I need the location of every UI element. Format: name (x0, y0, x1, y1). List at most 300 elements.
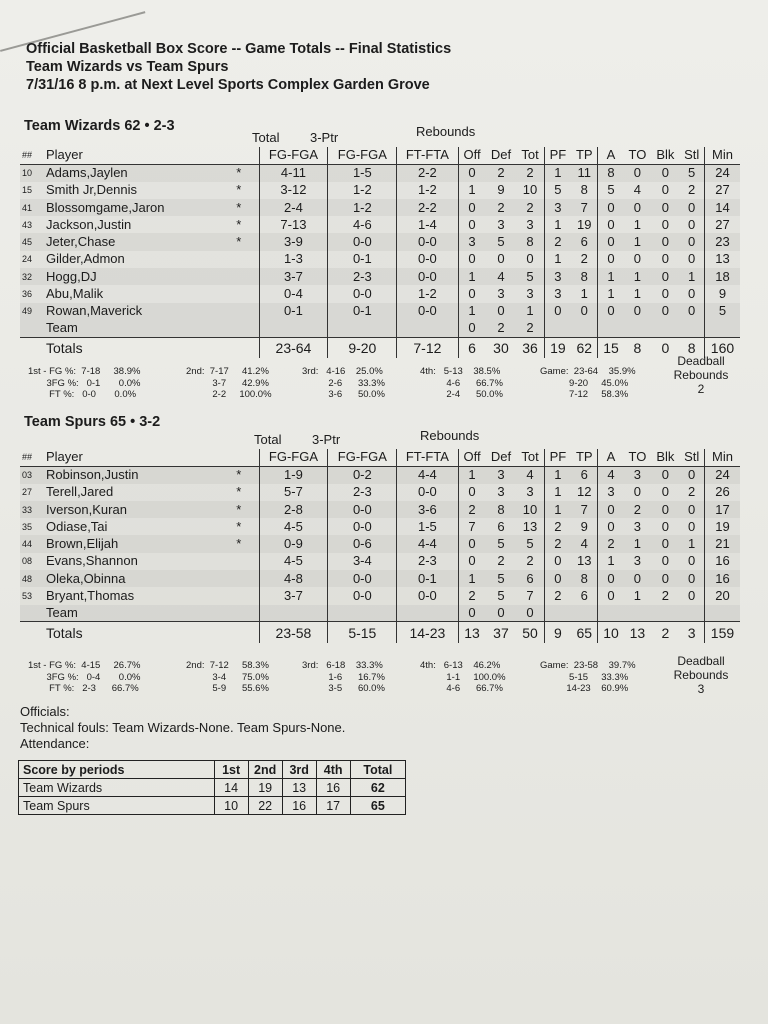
total-tot-reb-cell: 36 (516, 337, 544, 358)
off-reb-cell: 0 (458, 484, 486, 501)
ft-cell: 0-0 (397, 303, 458, 320)
off-reb-cell: 0 (458, 164, 486, 181)
ft-cell: 1-4 (397, 216, 458, 233)
ft-cell: 2-2 (397, 164, 458, 181)
officials-line: Officials: (20, 704, 70, 719)
minutes-cell: 24 (704, 164, 740, 181)
assists-cell: 2 (598, 535, 624, 552)
score-by-periods-label: Score by periods (19, 761, 215, 779)
tp-cell (571, 605, 598, 622)
header-pf: PF (544, 147, 571, 164)
assists-cell: 0 (598, 501, 624, 518)
def-reb-cell: 5 (486, 587, 517, 604)
ft-cell: 1-2 (397, 182, 458, 199)
blocks-cell (651, 605, 679, 622)
player-row (20, 587, 740, 604)
totals-label: Totals (44, 337, 219, 358)
pf-cell: 3 (544, 199, 571, 216)
tp-cell: 6 (571, 233, 598, 250)
score-cell-1st: 14 (214, 779, 248, 797)
tp-cell: 8 (571, 570, 598, 587)
wizards-stats-1st: 1st - FG %: 7-18 38.9% 3FG %: 0-1 0.0% FT %: 0-0 0.0% (28, 366, 141, 400)
fg-cell: 0-4 (259, 285, 328, 302)
player-row (20, 285, 740, 302)
fg3-cell (328, 320, 397, 337)
steals-cell: 1 (679, 535, 704, 552)
off-reb-cell: 1 (458, 570, 486, 587)
fg3-cell: 0-0 (328, 233, 397, 250)
assists-cell: 0 (598, 233, 624, 250)
turnovers-cell: 1 (624, 535, 652, 552)
off-reb-cell: 1 (458, 466, 486, 483)
tp-cell: 11 (571, 164, 598, 181)
starter-mark: * (219, 233, 259, 250)
total-fg3-cell: 5-15 (328, 622, 397, 643)
tot-reb-cell: 3 (516, 285, 544, 302)
minutes-cell: 27 (704, 182, 740, 199)
score-cell-4th: 17 (316, 797, 350, 815)
off-reb-cell: 0 (458, 199, 486, 216)
assists-cell: 1 (598, 553, 624, 570)
period-header-total: Total (350, 761, 405, 779)
player-name: Oleka,Obinna (44, 570, 219, 587)
minutes-cell: 16 (704, 553, 740, 570)
tot-reb-cell: 5 (516, 268, 544, 285)
player-row (20, 484, 740, 501)
fg-cell: 4-5 (259, 553, 328, 570)
steals-cell: 0 (679, 501, 704, 518)
minutes-cell: 26 (704, 484, 740, 501)
minutes-cell (704, 320, 740, 337)
ft-cell: 2-3 (397, 553, 458, 570)
fg3-cell: 1-5 (328, 164, 397, 181)
turnovers-cell: 0 (624, 251, 652, 268)
header-off: Off (458, 449, 486, 466)
starter-mark (219, 285, 259, 302)
jersey-number: 41 (20, 199, 44, 216)
fg-cell: 2-8 (259, 501, 328, 518)
ft-cell: 2-2 (397, 199, 458, 216)
tp-cell: 12 (571, 484, 598, 501)
player-row (20, 216, 740, 233)
tp-cell: 9 (571, 518, 598, 535)
minutes-cell: 21 (704, 535, 740, 552)
turnovers-cell: 0 (624, 199, 652, 216)
tot-reb-cell: 10 (516, 182, 544, 199)
starter-mark-header (219, 147, 259, 164)
starter-mark (219, 320, 259, 337)
total-turnovers-cell: 8 (624, 337, 652, 358)
wizards-heading: Team Wizards 62 • 2-3 (24, 118, 175, 134)
player-name-header: Player (44, 147, 219, 164)
score-cell-3rd: 16 (282, 797, 316, 815)
wizards-stats-game: Game: 23-64 35.9% 9-20 45.0% 7-12 58.3% (540, 366, 636, 400)
ft-cell (397, 605, 458, 622)
fg-cell: 3-7 (259, 587, 328, 604)
minutes-cell: 16 (704, 570, 740, 587)
header-tot: Tot (516, 449, 544, 466)
blocks-cell: 2 (651, 587, 679, 604)
total-blocks-cell: 2 (651, 622, 679, 643)
player-number-header: ## (20, 449, 44, 466)
total-minutes-cell: 160 (704, 337, 740, 358)
header-blk: Blk (651, 449, 679, 466)
fg3-cell: 0-0 (328, 285, 397, 302)
header-title: Official Basketball Box Score -- Game Totals -- Final Statistics (26, 41, 452, 57)
ft-cell: 0-0 (397, 268, 458, 285)
minutes-cell: 18 (704, 268, 740, 285)
spurs-deadball-rebounds (666, 654, 736, 696)
jersey-number: 45 (20, 233, 44, 250)
total-fg3-cell: 9-20 (328, 337, 397, 358)
technical-fouls-line: Technical fouls: Team Wizards-None. Team Spurs-None. (20, 720, 346, 735)
player-name-header: Player (44, 449, 219, 466)
total-tp-cell: 65 (571, 622, 598, 643)
steals-cell: 0 (679, 216, 704, 233)
steals-cell: 0 (679, 199, 704, 216)
spurs-box-table (20, 449, 740, 643)
total-def-reb-cell: 37 (486, 622, 517, 643)
blocks-cell: 0 (651, 466, 679, 483)
fg3-cell: 0-2 (328, 466, 397, 483)
total-def-reb-cell: 30 (486, 337, 517, 358)
spurs-stats-3rd: 3rd: 6-18 33.3% 1-6 16.7% 3-5 60.0% (302, 660, 385, 694)
off-reb-cell: 1 (458, 268, 486, 285)
jersey-number: 03 (20, 466, 44, 483)
ft-cell: 1-2 (397, 285, 458, 302)
minutes-cell: 20 (704, 587, 740, 604)
jersey-number: 44 (20, 535, 44, 552)
pf-cell: 0 (544, 553, 571, 570)
ft-cell: 0-0 (397, 587, 458, 604)
total-turnovers-cell: 13 (624, 622, 652, 643)
total-minutes-cell: 159 (704, 622, 740, 643)
blocks-cell: 0 (651, 553, 679, 570)
off-reb-cell: 1 (458, 303, 486, 320)
player-name: Abu,Malik (44, 285, 219, 302)
minutes-cell: 14 (704, 199, 740, 216)
blocks-cell: 0 (651, 216, 679, 233)
header-def: Def (486, 449, 517, 466)
blocks-cell: 0 (651, 199, 679, 216)
fg-cell (259, 605, 328, 622)
header-blk: Blk (651, 147, 679, 164)
spurs-stats-game: Game: 23-58 39.7% 5-15 33.3% 14-23 60.9% (540, 660, 636, 694)
fg-cell: 0-1 (259, 303, 328, 320)
total-tp-cell: 62 (571, 337, 598, 358)
starter-mark (219, 605, 259, 622)
steals-cell: 1 (679, 268, 704, 285)
score-row-spurs (19, 797, 406, 815)
tp-cell (571, 320, 598, 337)
player-name: Jackson,Justin (44, 216, 219, 233)
ft-cell: 1-5 (397, 518, 458, 535)
tp-cell: 7 (571, 199, 598, 216)
starter-mark (219, 251, 259, 268)
turnovers-cell: 4 (624, 182, 652, 199)
header-tot: Tot (516, 147, 544, 164)
assists-cell (598, 605, 624, 622)
starter-mark: * (219, 466, 259, 483)
score-by-periods-header (19, 761, 406, 779)
fg3-cell: 0-1 (328, 303, 397, 320)
def-reb-cell: 8 (486, 501, 517, 518)
header-ft: FT-FTA (397, 449, 458, 466)
steals-cell: 0 (679, 251, 704, 268)
def-reb-cell: 5 (486, 570, 517, 587)
ft-cell: 0-0 (397, 233, 458, 250)
def-reb-cell: 3 (486, 484, 517, 501)
ft-cell: 0-1 (397, 570, 458, 587)
team-row-label: Team (44, 605, 219, 622)
turnovers-cell: 1 (624, 216, 652, 233)
player-row (20, 570, 740, 587)
total-tot-reb-cell: 50 (516, 622, 544, 643)
starter-mark: * (219, 535, 259, 552)
minutes-cell: 23 (704, 233, 740, 250)
header-min: Min (704, 147, 740, 164)
turnovers-cell: 3 (624, 466, 652, 483)
jersey-number: 15 (20, 182, 44, 199)
ft-cell: 0-0 (397, 251, 458, 268)
fg3-cell (328, 605, 397, 622)
starter-mark: * (219, 216, 259, 233)
blocks-cell: 0 (651, 164, 679, 181)
header-off: Off (458, 147, 486, 164)
blocks-cell: 0 (651, 303, 679, 320)
header-fg3: FG-FGA (328, 449, 397, 466)
wizards-rebounds-label: Rebounds (416, 124, 476, 139)
minutes-cell: 27 (704, 216, 740, 233)
header-a: A (598, 147, 624, 164)
wizards-stats-3rd: 3rd: 4-16 25.0% 2-6 33.3% 3-6 50.0% (302, 366, 385, 400)
turnovers-cell: 1 (624, 268, 652, 285)
minutes-cell: 17 (704, 501, 740, 518)
assists-cell: 0 (598, 251, 624, 268)
jersey-number: 33 (20, 501, 44, 518)
turnovers-cell: 0 (624, 484, 652, 501)
assists-cell: 0 (598, 216, 624, 233)
steals-cell (679, 320, 704, 337)
fg-cell: 4-8 (259, 570, 328, 587)
off-reb-cell: 2 (458, 587, 486, 604)
blocks-cell: 0 (651, 484, 679, 501)
tot-reb-cell: 2 (516, 199, 544, 216)
totals-row (20, 337, 740, 358)
header-def: Def (486, 147, 517, 164)
tp-cell: 19 (571, 216, 598, 233)
score-cell-2nd: 22 (248, 797, 282, 815)
attendance-line: Attendance: (20, 736, 90, 751)
fg-cell: 4-11 (259, 164, 328, 181)
player-name: Iverson,Kuran (44, 501, 219, 518)
header-stl: Stl (679, 449, 704, 466)
score-cell-total: 65 (350, 797, 405, 815)
jersey-number: 36 (20, 285, 44, 302)
tot-reb-cell: 1 (516, 303, 544, 320)
minutes-cell: 24 (704, 466, 740, 483)
player-row (20, 182, 740, 199)
pf-cell: 0 (544, 570, 571, 587)
steals-cell: 0 (679, 233, 704, 250)
player-name: Robinson,Justin (44, 466, 219, 483)
jersey-number: 27 (20, 484, 44, 501)
wizards-deadball-rebounds-label: Rebounds (673, 368, 729, 382)
header-stl: Stl (679, 147, 704, 164)
fg3-cell: 4-6 (328, 216, 397, 233)
starter-mark (219, 268, 259, 285)
score-cell-1st: 10 (214, 797, 248, 815)
player-name: Blossomgame,Jaron (44, 199, 219, 216)
total-off-reb-cell: 6 (458, 337, 486, 358)
tp-cell: 13 (571, 553, 598, 570)
fg3-cell: 1-2 (328, 182, 397, 199)
blocks-cell (651, 320, 679, 337)
tot-reb-cell: 2 (516, 553, 544, 570)
steals-cell: 0 (679, 466, 704, 483)
starter-mark: * (219, 199, 259, 216)
pf-cell: 1 (544, 251, 571, 268)
spurs-deadball-rebounds-label: Rebounds (673, 668, 729, 682)
off-reb-cell: 0 (458, 216, 486, 233)
assists-cell: 8 (598, 164, 624, 181)
turnovers-cell: 1 (624, 233, 652, 250)
tot-reb-cell: 7 (516, 587, 544, 604)
fg-cell: 5-7 (259, 484, 328, 501)
team-row-label: Team (44, 320, 219, 337)
jersey-number (20, 605, 44, 622)
total-assists-cell: 10 (598, 622, 624, 643)
def-reb-cell: 5 (486, 535, 517, 552)
tp-cell: 6 (571, 587, 598, 604)
pf-cell: 5 (544, 182, 571, 199)
header-matchup: Team Wizards vs Team Spurs (26, 59, 229, 75)
off-reb-cell: 0 (458, 553, 486, 570)
total-pf-cell: 9 (544, 622, 571, 643)
period-header-2nd: 2nd (248, 761, 282, 779)
player-row (20, 303, 740, 320)
tp-cell: 0 (571, 303, 598, 320)
blocks-cell: 0 (651, 501, 679, 518)
def-reb-cell: 9 (486, 182, 517, 199)
score-cell-4th: 16 (316, 779, 350, 797)
pf-cell (544, 605, 571, 622)
jersey-number (20, 320, 44, 337)
period-header-4th: 4th (316, 761, 350, 779)
column-header-row (20, 449, 740, 466)
pf-cell: 2 (544, 233, 571, 250)
steals-cell (679, 605, 704, 622)
tp-cell: 2 (571, 251, 598, 268)
tot-reb-cell: 5 (516, 535, 544, 552)
player-name: Bryant,Thomas (44, 587, 219, 604)
spurs-heading: Team Spurs 65 • 3-2 (24, 414, 161, 430)
off-reb-cell: 0 (458, 320, 486, 337)
team-rebounds-row (20, 320, 740, 337)
def-reb-cell: 2 (486, 164, 517, 181)
score-by-periods-table (18, 760, 406, 815)
tot-reb-cell: 0 (516, 605, 544, 622)
spurs-stats-2nd: 2nd: 7-12 58.3% 3-4 75.0% 5-9 55.6% (186, 660, 269, 694)
player-row (20, 501, 740, 518)
turnovers-cell (624, 320, 652, 337)
tot-reb-cell: 2 (516, 164, 544, 181)
spurs-3ptr-label: 3-Ptr (312, 432, 341, 447)
minutes-cell: 9 (704, 285, 740, 302)
player-name: Odiase,Tai (44, 518, 219, 535)
starter-mark: * (219, 164, 259, 181)
steals-cell: 0 (679, 553, 704, 570)
pf-cell: 2 (544, 535, 571, 552)
jersey-number: 49 (20, 303, 44, 320)
turnovers-cell: 0 (624, 303, 652, 320)
jersey-number: 43 (20, 216, 44, 233)
tp-cell: 6 (571, 466, 598, 483)
fg-cell: 3-7 (259, 268, 328, 285)
header-fg: FG-FGA (259, 147, 328, 164)
turnovers-cell: 0 (624, 570, 652, 587)
turnovers-cell: 3 (624, 518, 652, 535)
starter-mark (219, 337, 259, 358)
header-to: TO (624, 449, 652, 466)
pf-cell (544, 320, 571, 337)
assists-cell: 3 (598, 484, 624, 501)
pf-cell: 1 (544, 484, 571, 501)
team-rebounds-row (20, 605, 740, 622)
starter-mark (219, 553, 259, 570)
header-tp: TP (571, 147, 598, 164)
off-reb-cell: 0 (458, 251, 486, 268)
total-off-reb-cell: 13 (458, 622, 486, 643)
turnovers-cell (624, 605, 652, 622)
jersey-number: 10 (20, 164, 44, 181)
wizards-3ptr-label: 3-Ptr (310, 130, 339, 145)
steals-cell: 5 (679, 164, 704, 181)
player-name: Gilder,Admon (44, 251, 219, 268)
ft-cell: 0-0 (397, 484, 458, 501)
player-row (20, 518, 740, 535)
blocks-cell: 0 (651, 285, 679, 302)
document-header (26, 40, 586, 94)
fg3-cell: 0-1 (328, 251, 397, 268)
wizards-box-table (20, 147, 740, 358)
player-row (20, 268, 740, 285)
def-reb-cell: 0 (486, 251, 517, 268)
score-row-wizards (19, 779, 406, 797)
wizards-total-label: Total (252, 130, 280, 145)
pf-cell: 3 (544, 285, 571, 302)
tot-reb-cell: 2 (516, 320, 544, 337)
spurs-table-body (20, 449, 740, 643)
steals-cell: 0 (679, 303, 704, 320)
tot-reb-cell: 10 (516, 501, 544, 518)
tot-reb-cell: 0 (516, 251, 544, 268)
minutes-cell: 5 (704, 303, 740, 320)
starter-mark (219, 622, 259, 643)
total-pf-cell: 19 (544, 337, 571, 358)
header-pf: PF (544, 449, 571, 466)
header-to: TO (624, 147, 652, 164)
player-name: Rowan,Maverick (44, 303, 219, 320)
fg-cell: 7-13 (259, 216, 328, 233)
pf-cell: 2 (544, 587, 571, 604)
turnovers-cell: 1 (624, 285, 652, 302)
tp-cell: 8 (571, 182, 598, 199)
assists-cell: 4 (598, 466, 624, 483)
blocks-cell: 0 (651, 268, 679, 285)
jersey-number: 48 (20, 570, 44, 587)
off-reb-cell: 0 (458, 535, 486, 552)
